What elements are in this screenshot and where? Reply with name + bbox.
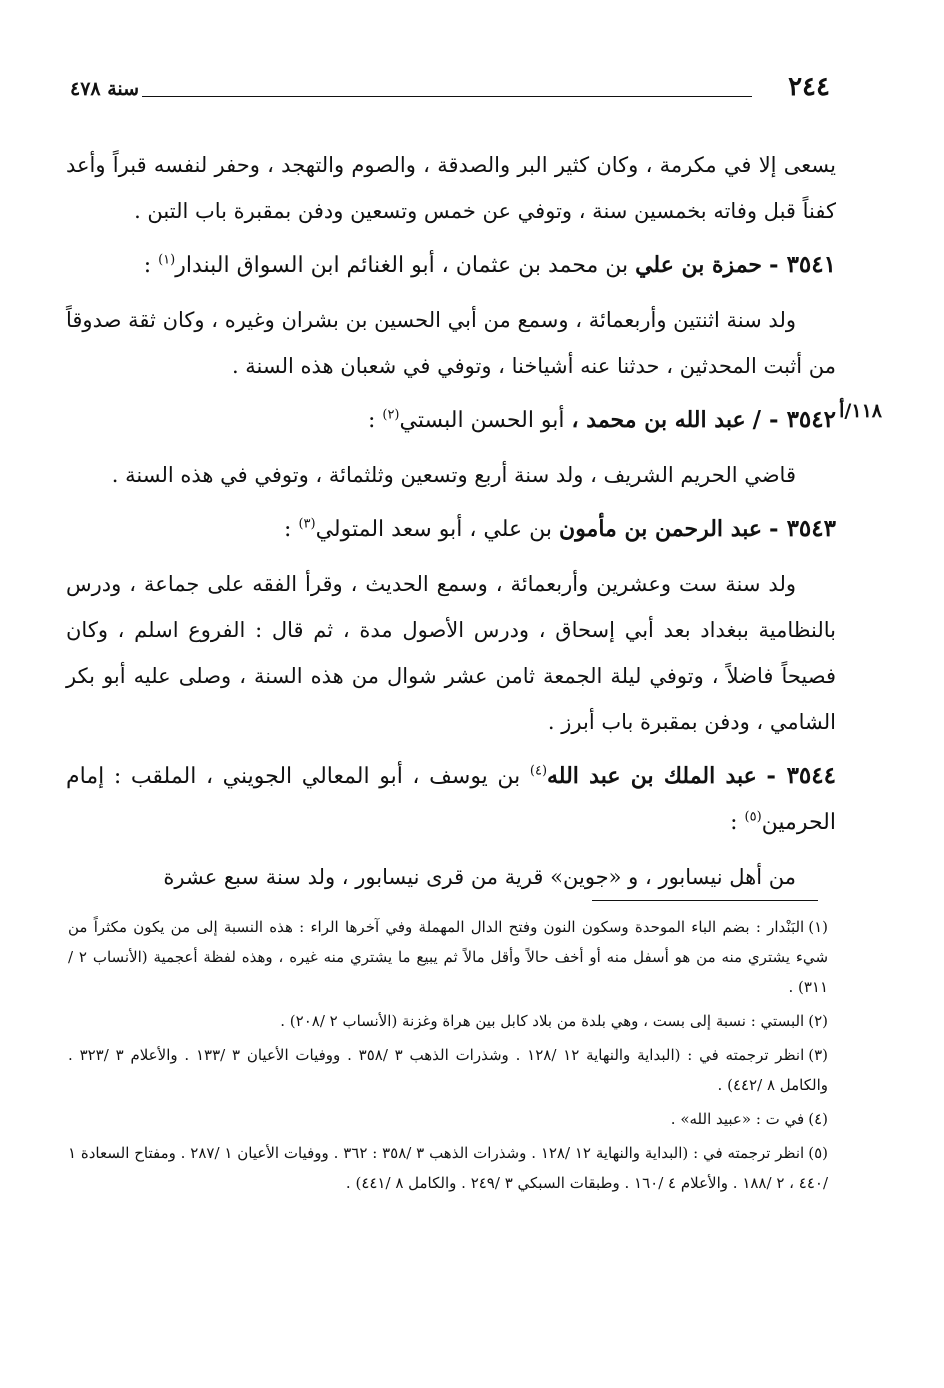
- entry-colon: :: [367, 408, 383, 433]
- page-header: [70, 72, 830, 112]
- footnote-ref: (٤): [529, 763, 548, 779]
- entry-number: ٣٥٤١ -: [769, 251, 836, 278]
- footnote-text: انظر ترجمته في : (البداية والنهاية ١٢ /١٢٨ . وشذرات الذهب ٣ /٣٥٨ . ووفيات الأعيان ٣ /١٣٣ . والأعلام ٣ /٣٢٣ . والكامل ٨ /٤٤٢) .: [68, 1046, 828, 1094]
- entry-text-3544: من أهل نيسابور ، و «جوين» قرية من قرى نيسابور ، ولد سنة سبع عشرة: [163, 865, 796, 889]
- running-head-year: سنة ٤٧٨: [70, 78, 140, 100]
- footnote-4: [68, 1104, 828, 1134]
- footnote-number: (٣): [808, 1046, 829, 1064]
- main-text: [66, 142, 836, 900]
- footnote-5: [68, 1138, 828, 1198]
- manuscript-folio-marker: ١١٨/أ: [839, 400, 882, 422]
- entry-heading-3541: [66, 242, 836, 289]
- entry-lineage: بن يوسف ، أبو المعالي الجويني ، الملقب : إمام الحرمين: [66, 764, 836, 835]
- entry-name: عبد الرحمن بن مأمون: [559, 516, 763, 542]
- footnote-number: (١): [808, 918, 828, 936]
- entry-number: ٣٥٤٣ -: [769, 515, 836, 542]
- footnote-1: [68, 912, 828, 1002]
- entry-number: ٣٥٤٤ -: [766, 762, 836, 789]
- footnote-number: (٥): [808, 1144, 828, 1162]
- footnote-number: (٢): [808, 1012, 828, 1030]
- footnote-text: البَنْدار : بضم الباء الموحدة وسكون النون وفتح الدال المهملة وفي آخرها الراء : هذه النسبة إلى من يكون مكثراً من شيء يشتري منه من هو أسفل منه أو أخف حالاً وأقل مالاً ثم يبيع ما يشتري منه غيره ، وهذه لفظة أعجمية (الأنساب ٢ /٣١١) .: [68, 918, 829, 996]
- entry-heading-3542: [66, 397, 836, 444]
- footnote-ref: (١): [158, 252, 176, 268]
- footnote-text: في ت : «عبيد الله» .: [670, 1110, 805, 1128]
- entry-colon: :: [730, 810, 745, 835]
- page-number: ٢٤٤: [788, 72, 830, 102]
- entry-name: عبد الملك بن عبد الله: [547, 763, 757, 789]
- footnote-ref: (٢): [382, 407, 400, 423]
- footnote-ref: (٣): [298, 516, 316, 532]
- footnote-2: [68, 1006, 828, 1036]
- footnote-text: البستي : نسبة إلى بست ، وهي بلدة من بلاد كابل بين هراة وغزنة (الأنساب ٢ /٢٠٨) .: [280, 1012, 805, 1030]
- entry-colon: :: [284, 517, 299, 542]
- entry-heading-3544: [66, 753, 836, 846]
- entry-name: عبد الله بن محمد ،: [571, 407, 746, 433]
- footnote-separator: [592, 900, 818, 901]
- entry-lineage: بن علي ، أبو سعد المتولي: [315, 517, 560, 542]
- intro-paragraph: يسعى إلا في مكرمة ، وكان كثير البر والصدقة ، والصوم والتهجد ، وحفر لنفسه قبراً وأعد كفناً قبل وفاته بخمسين سنة ، وتوفي عن خمس وتسعين ودفن بمقبرة باب التبن .: [66, 153, 836, 223]
- footnotes: [68, 912, 828, 1202]
- footnote-number: (٤): [808, 1110, 828, 1128]
- footnote-text: انظر ترجمته في : (البداية والنهاية ١٢ /١٢٨ . وشذرات الذهب ٣ /٣٥٨ : ٣٦٢ . ووفيات الأعيان ١ /٢٨٧ . ومفتاح السعادة ١ /٤٤٠ ، ٢ /١٨٨ . والأعلام ٤ /١٦٠ . وطبقات السبكي ٣ /٢٤٩ . والكامل ٨ /٤٤١) .: [68, 1144, 828, 1192]
- entry-heading-3543: [66, 506, 836, 553]
- entry-colon: :: [143, 253, 159, 278]
- entry-text-3542: قاضي الحريم الشريف ، ولد سنة أربع وتسعين وثلثمائة ، وتوفي في هذه السنة .: [111, 463, 796, 487]
- entry-number: ٣٥٤٢ - /: [752, 406, 836, 433]
- entry-text-3543: ولد سنة ست وعشرين وأربعمائة ، وسمع الحديث ، وقرأ الفقه على جماعة ، ودرس بالنظامية ببغداد بعد أبي إسحاق ، ودرس الأصول مدة ، ثم قال : الفروع اسلم ، وكان فصيحاً فاضلاً ، وتوفي ليلة الجمعة ثامن عشر شوال من هذه السنة ، وصلى عليه أبو بكر الشامي ، ودفن بمقبرة باب أبرز .: [66, 572, 836, 734]
- footnote-ref: (٥): [744, 809, 762, 825]
- header-rule: [142, 96, 752, 97]
- entry-lineage: بن محمد بن عثمان ، أبو الغنائم ابن السواق البندار: [175, 253, 629, 278]
- entry-text-3541: ولد سنة اثنتين وأربعمائة ، وسمع من أبي الحسين بن بشران وغيره ، وكان ثقة صدوقاً من أثبت المحدثين ، حدثنا عنه أشياخنا ، وتوفي في شعبان هذه السنة .: [66, 308, 836, 378]
- entry-lineage: أبو الحسن البستي: [399, 408, 572, 433]
- entry-name: حمزة بن علي: [635, 252, 763, 278]
- footnote-3: [68, 1040, 828, 1100]
